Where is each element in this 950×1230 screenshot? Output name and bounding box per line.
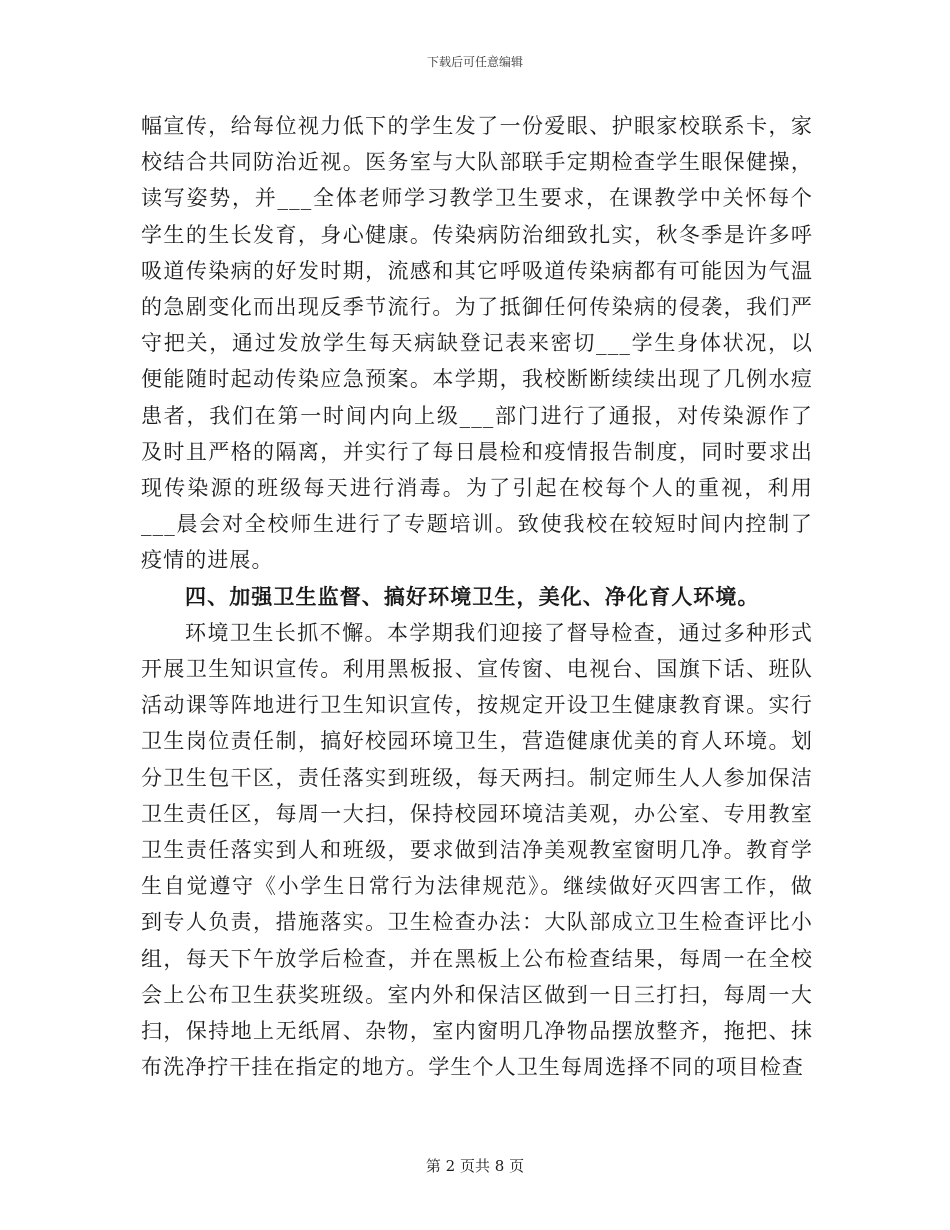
section-heading-4: 四、加强卫生监督、搞好环境卫生，美化、净化育人环境。 [185,584,760,609]
document-body [141,108,813,1085]
page-number-footer: 第 2 页共 8 页 [425,1157,525,1175]
page-header: 下载后可任意编辑 [426,55,523,69]
body-paragraph-environment: 环境卫生长抓不懈。本学期我们迎接了督导检查，通过多种形式开展卫生知识宣传。利用黑板报、宣传窗、电视台、国旗下话、班队活动课等阵地进行卫生知识宣传，按规定开设卫生健康教育课。实行卫生岗位责任制，搞好校园环境卫生，营造健康优美的育人环境。划分卫生包干区，责任落实到班级，每天两扫。制定师生人人参加保洁卫生责任区，每周一大扫，保持校园环境洁美观，办公室、专用教室卫生责任落实到人和班级，要求做到洁净美观教室窗明几净。教育学生自觉遵守《小学生日常行为法律规范》。继续做好灭四害工作，做到专人负责，措施落实。卫生检查办法：大队部成立卫生检查评比小组，每天下午放学后检查，并在黑板上公布检查结果，每周一在全校会上公布卫生获奖班级。室内外和保洁区做到一日三打扫，每周一大扫，保持地上无纸屑、杂物，室内窗明几净物品摆放整齐，拖把、抹布洗净拧干挂在指定的地方。学生个人卫生每周选择不同的项目检查 [141,620,813,1080]
body-paragraph-continued: 幅宣传，给每位视力低下的学生发了一份爱眼、护眼家校联系卡，家校结合共同防治近视。医务室与大队部联手定期检查学生眼保健操，读写姿势，并___全体老师学习教学卫生要求，在课教学中关怀每个学生的生长发育，身心健康。传染病防治细致扎实，秋冬季是许多呼吸道传染病的好发时期，流感和其它呼吸道传染病都有可能因为气温的急剧变化而出现反季节流行。为了抵御任何传染病的侵袭，我们严守把关，通过发放学生每天病缺登记表来密切___学生身体状况，以便能随时起动传染应急预案。本学期，我校断断续续出现了几例水痘患者，我们在第一时间内向上级___部门进行了通报，对传染源作了及时且严格的隔离，并实行了每日晨检和疫情报告制度，同时要求出现传染源的班级每天进行消毒。为了引起在校每个人的重视，利用___晨会对全校师生进行了专题培训。致使我校在较短时间内控制了疫情的进展。 [141,114,813,573]
